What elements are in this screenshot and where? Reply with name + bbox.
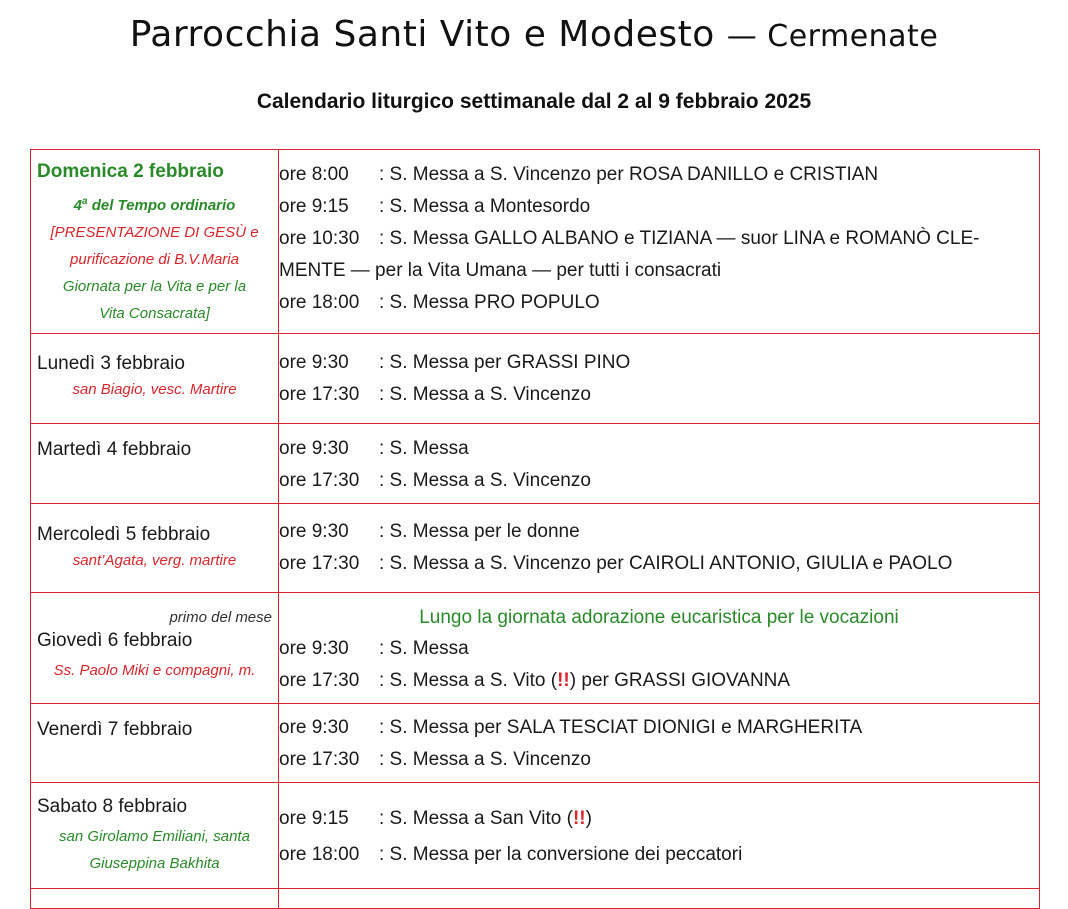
mass-line: ore 18:00 : S. Messa per la conversione dei peccatori [279,844,743,865]
day-name: Venerdì 7 febbraio [37,719,193,740]
mass-line: ore 9:30 : S. Messa per GRASSI PINO [279,352,631,373]
mass-line-continued: MENTE — per la Vita Umana — per tutti i consacrati [279,260,722,281]
mass-line: ore 8:00 : S. Messa a S. Vincenzo per ROSA DANILLO e CRISTIAN [279,164,879,185]
day-name: Giovedì 6 febbraio [37,630,193,651]
day-cell [31,593,279,704]
masses-cell [279,424,1040,504]
masses-cell [279,150,1040,334]
day-cell [31,424,279,504]
day-note: sant’Agata, verg. martire [72,552,237,569]
day-name: Martedì 4 febbraio [37,439,192,460]
day-note: Ss. Paolo Miki e compagni, m. [53,662,256,679]
mass-line: ore 17:30 : S. Messa a S. Vincenzo per CAIROLI ANTONIO, GIULIA e PAOLO [279,553,953,574]
mass-line: ore 17:30 : S. Messa a S. Vincenzo [279,749,591,770]
calendar-subtitle: Calendario liturgico settimanale dal 2 al 9 febbraio 2025 [256,90,812,113]
mass-line: ore 9:15 : S. Messa a Montesordo [279,196,591,217]
mass-line: ore 17:30 : S. Messa a S. Vito (!!) per GRASSI GIOVANNA [279,670,791,691]
liturgical-calendar-table [30,149,1040,909]
day-cell [31,783,279,889]
mass-line: ore 9:30 : S. Messa per le donne [279,521,580,542]
masses-cell [279,593,1040,704]
table-row [31,593,1040,704]
day-note: Vita Consacrata] [99,305,210,322]
first-of-month-note: primo del mese [169,609,272,626]
mass-line: ore 10:30 : S. Messa GALLO ALBANO e TIZIANA — suor LINA e ROMANÒ CLE- [279,228,980,249]
mass-line: ore 17:30 : S. Messa a S. Vincenzo [279,384,591,405]
page-title [0,14,1068,55]
masses-cell [279,704,1040,783]
masses-cell [279,783,1040,889]
day-note: purificazione di B.V.Maria [70,251,239,268]
masses-cell [279,334,1040,424]
mass-line: ore 18:00 : S. Messa PRO POPULO [279,292,600,313]
exclamation-mark: !! [557,670,570,691]
day-note: [PRESENTAZIONE DI GESÙ e [50,224,259,241]
day-name: Mercoledì 5 febbraio [37,524,211,545]
day-name: Sabato 8 febbraio [37,796,188,817]
day-cell [31,150,279,334]
day-note: san Girolamo Emiliani, santa [59,828,250,845]
day-cell [31,704,279,783]
day-note: Giuseppina Bakhita [89,855,220,872]
exclamation-mark: !! [572,808,586,829]
adoration-highlight: Lungo la giornata adorazione eucaristica per le vocazioni [419,607,899,628]
day-cell [31,334,279,424]
table-row [31,704,1040,783]
day-note: san Biagio, vesc. Martire [72,381,237,398]
mass-line: ore 9:30 : S. Messa [279,638,469,659]
day-cell [31,504,279,593]
table-row [31,424,1040,504]
table-row [31,504,1040,593]
table-row [31,334,1040,424]
mass-line: ore 9:30 : S. Messa per SALA TESCIAT DIONIGI e MARGHERITA [279,717,863,738]
day-note: 4$^a$ del Tempo ordinario [73,196,236,214]
mass-line: ore 17:30 : S. Messa a S. Vincenzo [279,470,591,491]
table-row [31,150,1040,334]
mass-line: ore 9:15 : S. Messa a San Vito (!!) [279,808,592,829]
town-name: — Cermenate [726,19,939,54]
day-name: Domenica 2 febbraio [37,161,224,182]
table-row-partial [31,889,1040,909]
masses-cell [279,504,1040,593]
day-name: Lunedì 3 febbraio [37,353,185,374]
table-row [31,783,1040,889]
parish-name: Parrocchia Santi Vito e Modesto [129,14,715,55]
day-note: Giornata per la Vita e per la [62,278,247,295]
mass-line: ore 9:30 : S. Messa [279,438,469,459]
